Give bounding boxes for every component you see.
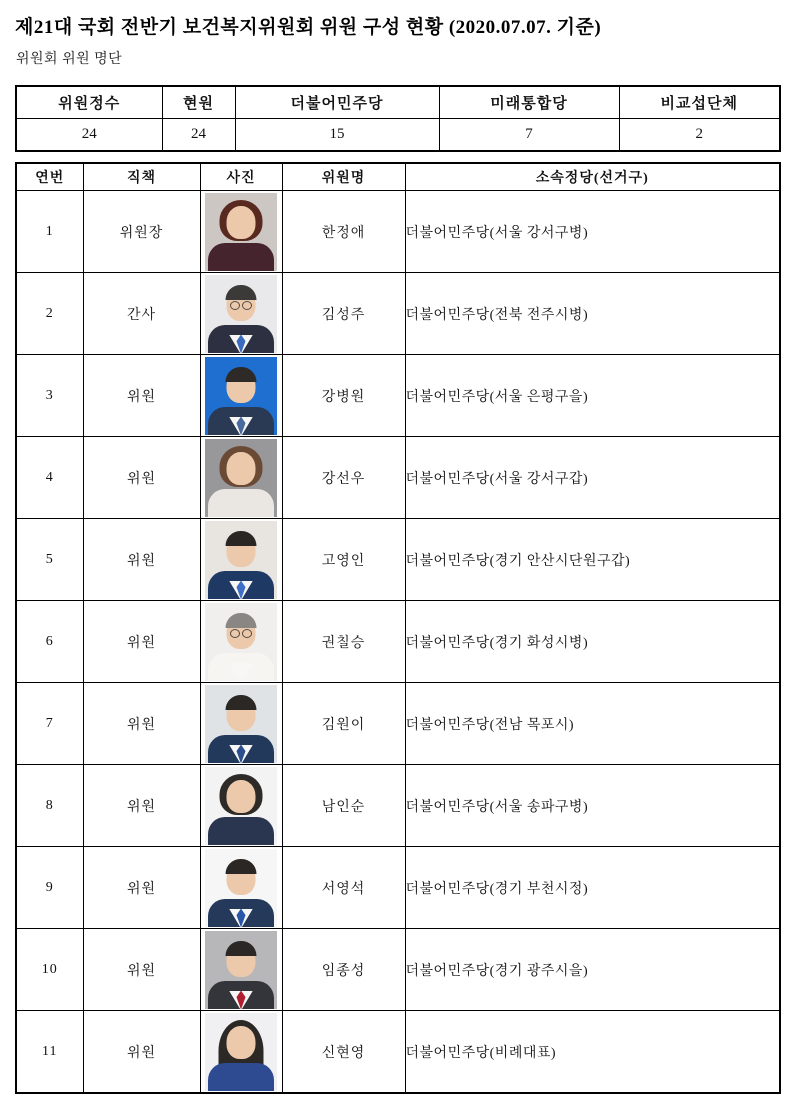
table-row bbox=[16, 1011, 780, 1094]
photo-hair bbox=[226, 613, 257, 628]
member-portrait-photo bbox=[205, 603, 277, 681]
member-photo-cell bbox=[200, 273, 282, 355]
member-number: 2 bbox=[16, 273, 83, 355]
table-row bbox=[16, 273, 780, 355]
summary-header-future: 미래통합당 bbox=[439, 86, 619, 119]
member-name: 강병원 bbox=[282, 355, 405, 437]
summary-header-quota: 위원정수 bbox=[16, 86, 162, 119]
member-photo-cell bbox=[200, 1011, 282, 1094]
member-role: 위원 bbox=[83, 683, 200, 765]
member-party: 더불어민주당(서울 강서구갑) bbox=[405, 437, 780, 519]
table-row bbox=[16, 683, 780, 765]
member-number: 1 bbox=[16, 191, 83, 273]
member-portrait-photo bbox=[205, 849, 277, 927]
member-header-party: 소속정당(선거구) bbox=[405, 163, 780, 191]
member-portrait-photo bbox=[205, 439, 277, 517]
member-party: 더불어민주당(서울 송파구병) bbox=[405, 765, 780, 847]
summary-value-quota: 24 bbox=[16, 119, 162, 152]
member-photo-cell bbox=[200, 191, 282, 273]
photo-hair bbox=[226, 367, 257, 382]
member-photo-cell bbox=[200, 519, 282, 601]
table-row bbox=[16, 437, 780, 519]
summary-header-minjoo: 더불어민주당 bbox=[235, 86, 439, 119]
member-number: 7 bbox=[16, 683, 83, 765]
member-role: 위원 bbox=[83, 601, 200, 683]
photo-face bbox=[227, 452, 256, 485]
member-party: 더불어민주당(경기 광주시을) bbox=[405, 929, 780, 1011]
member-party: 더불어민주당(서울 은평구을) bbox=[405, 355, 780, 437]
member-header-role: 직책 bbox=[83, 163, 200, 191]
summary-header-row bbox=[16, 86, 780, 119]
member-role: 위원 bbox=[83, 1011, 200, 1094]
member-number: 9 bbox=[16, 847, 83, 929]
page-subtitle: 위원회 위원 명단 bbox=[16, 52, 123, 67]
member-number: 5 bbox=[16, 519, 83, 601]
summary-value-future: 7 bbox=[439, 119, 619, 152]
member-number: 6 bbox=[16, 601, 83, 683]
member-party: 더불어민주당(전남 목포시) bbox=[405, 683, 780, 765]
member-role: 위원장 bbox=[83, 191, 200, 273]
summary-value-nongroup: 2 bbox=[619, 119, 780, 152]
member-header-no: 연번 bbox=[16, 163, 83, 191]
photo-hair bbox=[226, 859, 257, 874]
member-party: 더불어민주당(전북 전주시병) bbox=[405, 273, 780, 355]
member-party: 더불어민주당(경기 부천시정) bbox=[405, 847, 780, 929]
member-name: 김원이 bbox=[282, 683, 405, 765]
member-name: 강선우 bbox=[282, 437, 405, 519]
table-row bbox=[16, 929, 780, 1011]
member-number: 4 bbox=[16, 437, 83, 519]
member-party: 더불어민주당(경기 안산시단원구갑) bbox=[405, 519, 780, 601]
photo-hair bbox=[226, 531, 257, 546]
member-number: 11 bbox=[16, 1011, 83, 1094]
table-row bbox=[16, 355, 780, 437]
member-name: 신현영 bbox=[282, 1011, 405, 1094]
member-number: 8 bbox=[16, 765, 83, 847]
member-photo-cell bbox=[200, 437, 282, 519]
member-portrait-photo bbox=[205, 767, 277, 845]
member-name: 고영인 bbox=[282, 519, 405, 601]
summary-value-minjoo: 15 bbox=[235, 119, 439, 152]
member-photo-cell bbox=[200, 765, 282, 847]
member-name: 서영석 bbox=[282, 847, 405, 929]
member-role: 위원 bbox=[83, 765, 200, 847]
table-row bbox=[16, 519, 780, 601]
member-number: 3 bbox=[16, 355, 83, 437]
member-portrait-photo bbox=[205, 521, 277, 599]
member-table-header-row bbox=[16, 163, 780, 191]
table-row bbox=[16, 191, 780, 273]
photo-face bbox=[227, 206, 256, 239]
summary-value-current: 24 bbox=[162, 119, 235, 152]
member-name: 남인순 bbox=[282, 765, 405, 847]
photo-face bbox=[227, 1026, 256, 1059]
member-role: 위원 bbox=[83, 847, 200, 929]
photo-face bbox=[227, 780, 256, 813]
member-role: 위원 bbox=[83, 519, 200, 601]
member-header-photo: 사진 bbox=[200, 163, 282, 191]
photo-glasses-icon bbox=[228, 301, 254, 310]
member-portrait-photo bbox=[205, 275, 277, 353]
member-photo-cell bbox=[200, 847, 282, 929]
table-row bbox=[16, 847, 780, 929]
member-role: 위원 bbox=[83, 929, 200, 1011]
summary-table bbox=[15, 85, 781, 152]
photo-hair bbox=[226, 941, 257, 956]
member-party: 더불어민주당(비례대표) bbox=[405, 1011, 780, 1094]
member-table-body bbox=[16, 191, 780, 1094]
member-role: 간사 bbox=[83, 273, 200, 355]
member-role: 위원 bbox=[83, 437, 200, 519]
member-portrait-photo bbox=[205, 357, 277, 435]
member-portrait-photo bbox=[205, 685, 277, 763]
member-party: 더불어민주당(서울 강서구병) bbox=[405, 191, 780, 273]
member-name: 권칠승 bbox=[282, 601, 405, 683]
member-header-name: 위원명 bbox=[282, 163, 405, 191]
member-portrait-photo bbox=[205, 1013, 277, 1091]
photo-hair bbox=[226, 285, 257, 300]
summary-header-current: 현원 bbox=[162, 86, 235, 119]
member-name: 임종성 bbox=[282, 929, 405, 1011]
photo-hair bbox=[226, 695, 257, 710]
member-photo-cell bbox=[200, 683, 282, 765]
member-photo-cell bbox=[200, 929, 282, 1011]
table-row bbox=[16, 765, 780, 847]
member-portrait-photo bbox=[205, 193, 277, 271]
member-party: 더불어민주당(경기 화성시병) bbox=[405, 601, 780, 683]
member-photo-cell bbox=[200, 601, 282, 683]
member-table bbox=[15, 162, 781, 1094]
page-title: 제21대 국회 전반기 보건복지위원회 위원 구성 현황 (2020.07.07. 기준) bbox=[15, 17, 602, 38]
member-photo-cell bbox=[200, 355, 282, 437]
member-portrait-photo bbox=[205, 931, 277, 1009]
table-row bbox=[16, 601, 780, 683]
summary-header-nongroup: 비교섭단체 bbox=[619, 86, 780, 119]
member-name: 한정애 bbox=[282, 191, 405, 273]
summary-value-row bbox=[16, 119, 780, 152]
member-role: 위원 bbox=[83, 355, 200, 437]
member-number: 10 bbox=[16, 929, 83, 1011]
photo-glasses-icon bbox=[228, 629, 254, 638]
member-name: 김성주 bbox=[282, 273, 405, 355]
